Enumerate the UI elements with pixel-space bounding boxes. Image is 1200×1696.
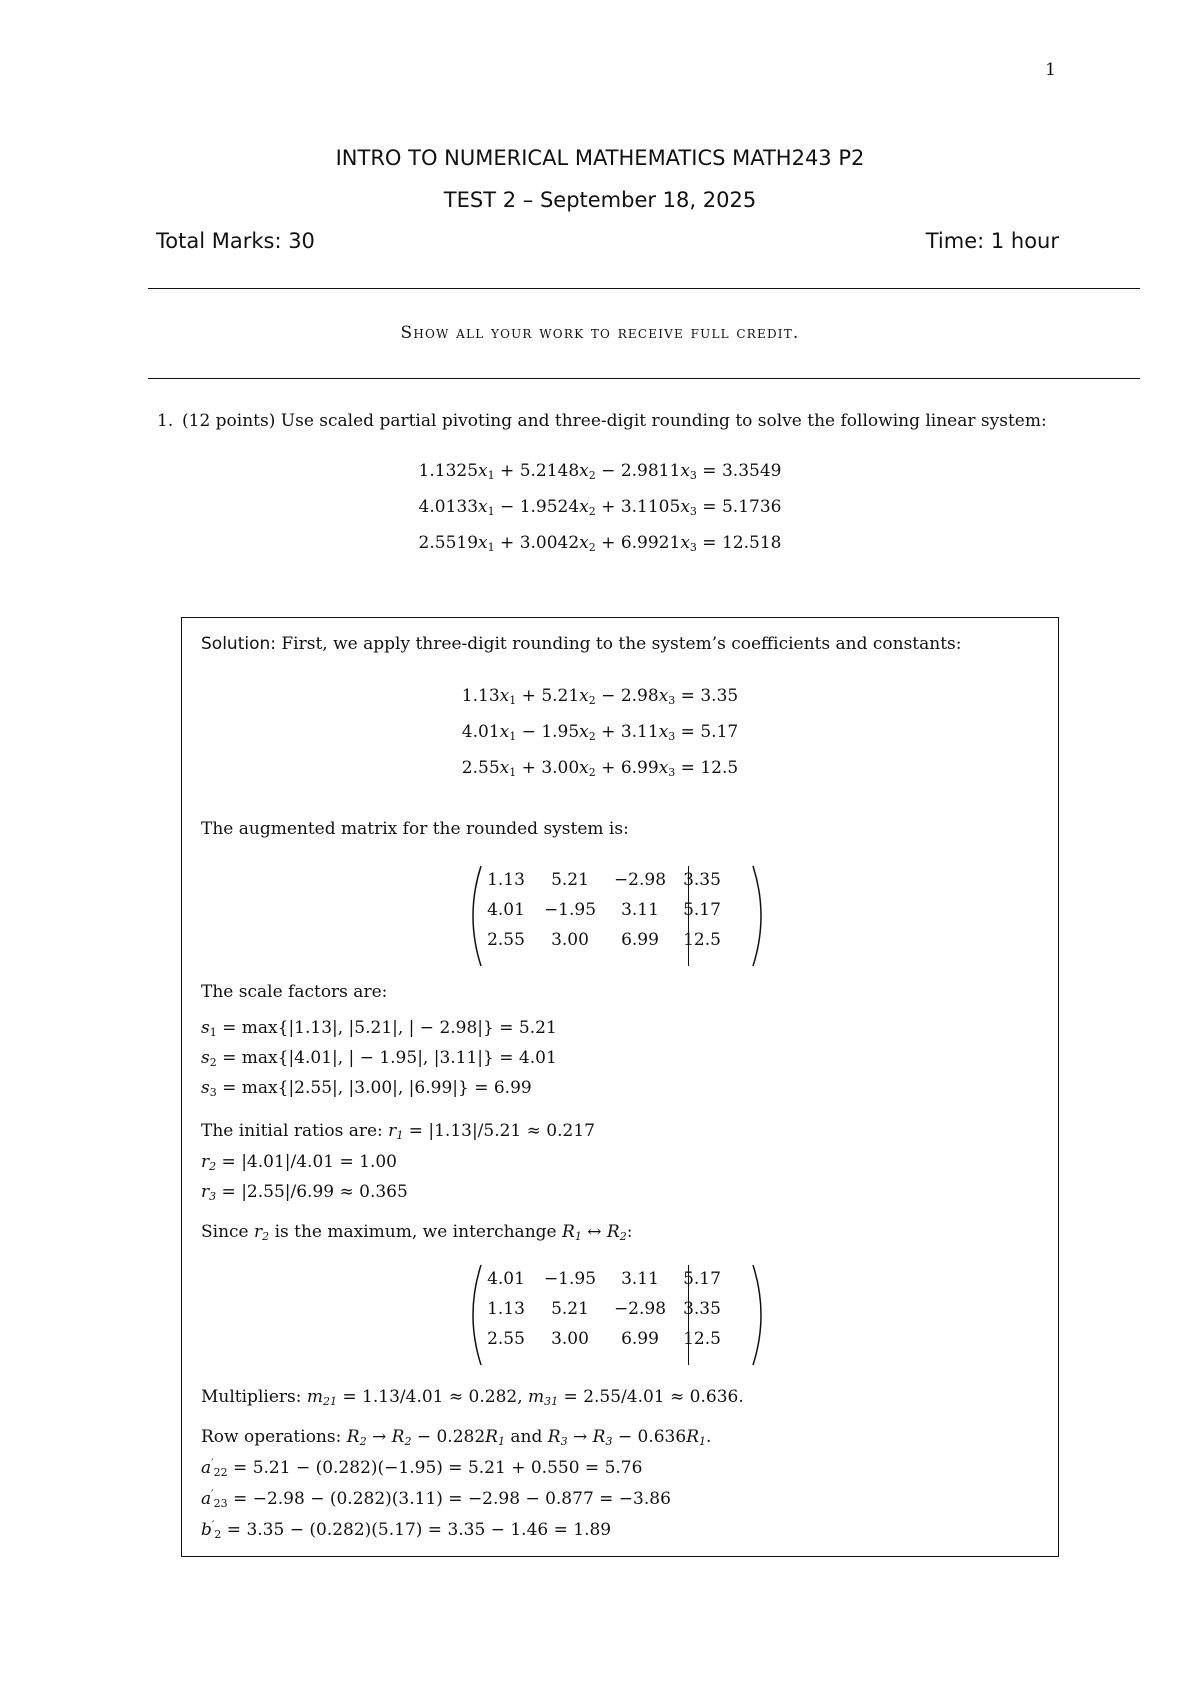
right-paren-icon xyxy=(750,1263,766,1367)
question-text: (12 points) Use scaled partial pivoting and three-digit rounding to solve the following linear system: xyxy=(182,411,1047,431)
a23-expr: = −2.98 − (0.282)(3.11) = −2.98 − 0.877 = −3.86 xyxy=(233,1489,671,1509)
matrix-cell: 3.35 xyxy=(683,1299,721,1319)
scale-factor-row: $s_3 = \max\{|2.55|$, |3.00|, |6.99|} = 6.99 xyxy=(201,1078,532,1099)
equation-row: $4.01x_1 - 1.95x_2 + 3.11x_3 = 5.17$ xyxy=(461,722,739,743)
equation-row: $1.1325x_1 + 5.2148x_2 - 2.9811x_3 = 3.3549$ xyxy=(418,461,782,482)
top-rule xyxy=(148,288,1140,289)
ratio-var: $r_1$ xyxy=(388,1121,404,1142)
b2-line: $b'_2 = 3.35 - (0.282)(5.17) = 3.35 - 1.46 = 1.89$ xyxy=(201,1518,612,1541)
a23-line: $a'_{23} = -2.98 - (0.282)(3.11) = -2.98 - 0.877 = -3.86$ xyxy=(201,1487,671,1510)
m31-expr: = 2.55/4.01 ≈ 0.636. xyxy=(563,1387,744,1407)
matrix-cell: 3.11 xyxy=(621,1269,659,1289)
matrix-cell: 4.01 xyxy=(487,900,525,920)
scale-intro: The scale factors are: xyxy=(201,982,388,1002)
multipliers-label: Multipliers: xyxy=(201,1387,302,1407)
matrix-cell: −2.98 xyxy=(613,870,667,890)
matrix-cell: 5.21 xyxy=(551,870,589,890)
matrix-cell: 3.00 xyxy=(551,930,589,950)
equation-row: $2.5519x_1 + 3.0042x_2 + 6.9921x_3 = 12.518$ xyxy=(418,533,782,554)
question-number: 1. xyxy=(157,411,174,431)
b2-expr: = 3.35 − (0.282)(5.17) = 3.35 − 1.46 = 1.89 xyxy=(226,1520,612,1540)
matrix-cell: 12.5 xyxy=(683,930,721,950)
equation-row: $2.55x_1 + 3.00x_2 + 6.99x_3 = 12.5$ xyxy=(461,758,739,779)
total-marks: Total Marks: 30 xyxy=(156,229,315,253)
matrix-cell: 12.5 xyxy=(683,1329,721,1349)
augment-bar xyxy=(688,1265,689,1365)
ratio-line-1 xyxy=(201,1121,595,1141)
test-title: TEST 2 – September 18, 2025 xyxy=(443,188,757,212)
ratio-var: $r_3$ xyxy=(201,1182,217,1203)
ratio-3-expr: = |2.55|/6.99 ≈ 0.365 xyxy=(221,1182,408,1202)
page-number: 1 xyxy=(1045,60,1056,80)
matrix-cell: 2.55 xyxy=(487,1329,525,1349)
matrix-cell: 5.21 xyxy=(551,1299,589,1319)
rowop-and: and xyxy=(510,1427,543,1447)
m21-expr: = 1.13/4.01 ≈ 0.282, xyxy=(342,1387,523,1407)
scale-factor-row: $s_2 = \max\{|4.01|$, | − 1.95|, |3.11|} = 4.01 xyxy=(201,1048,557,1069)
rowops-label: Row operations: xyxy=(201,1427,342,1447)
ratio-var: $r_2$ xyxy=(201,1152,217,1173)
ratio-2-expr: = |4.01|/4.01 = 1.00 xyxy=(221,1152,397,1172)
bottom-rule xyxy=(148,378,1140,379)
solution-intro: First, we apply three-digit rounding to the system’s coefficients and constants: xyxy=(281,634,962,654)
since-text-2: is the maximum, we interchange xyxy=(274,1222,557,1242)
rowops-line: Row operations: $R_2 \to R_2 - 0.282R_1$ and $R_3 \to R_3 - 0.636R_1$. xyxy=(201,1427,712,1448)
matrix-cell: 1.13 xyxy=(487,1299,525,1319)
ratio-line-2 xyxy=(201,1152,397,1172)
interchange-line: Since $r_2$ is the maximum, we interchange $R_1$ ↔ $R_2$: xyxy=(201,1222,633,1243)
multipliers-line: Multipliers: $m_{21} = 1.13/4.01 \approx 0.282$, $m_{31} = 2.55/4.01 \approx 0.636$. xyxy=(201,1387,744,1408)
since-text: Since xyxy=(201,1222,249,1242)
course-title: INTRO TO NUMERICAL MATHEMATICS MATH243 P2 xyxy=(335,146,865,170)
ratio-1-expr: = |1.13|/5.21 ≈ 0.217 xyxy=(408,1121,595,1141)
matrix-cell: 1.13 xyxy=(487,870,525,890)
time-limit: Time: 1 hour xyxy=(925,229,1059,253)
matrix-cell: 6.99 xyxy=(621,930,659,950)
matrix-cell: 5.17 xyxy=(683,1269,721,1289)
matrix-cell: 4.01 xyxy=(487,1269,525,1289)
equation-row: $1.13x_1 + 5.21x_2 - 2.98x_3 = 3.35$ xyxy=(461,686,739,707)
augment-bar xyxy=(688,866,689,966)
augmented-intro: The augmented matrix for the rounded system is: xyxy=(201,819,629,839)
matrix-cell: 3.35 xyxy=(683,870,721,890)
a22-line: $a'_{22} = 5.21 - (0.282)(-1.95) = 5.21 + 0.550 = 5.76$ xyxy=(201,1456,643,1479)
solution-label: Solution: xyxy=(201,634,276,654)
matrix-cell: −1.95 xyxy=(543,900,597,920)
matrix-cell: 2.55 xyxy=(487,930,525,950)
matrix-cell: 3.11 xyxy=(621,900,659,920)
rowop-2: − 0.636 xyxy=(617,1427,687,1447)
matrix-cell: 5.17 xyxy=(683,900,721,920)
ratio-line-3 xyxy=(201,1182,408,1202)
matrix-cell: −2.98 xyxy=(613,1299,667,1319)
matrix-cell: −1.95 xyxy=(543,1269,597,1289)
a22-expr: = 5.21 − (0.282)(−1.95) = 5.21 + 0.550 = 5.76 xyxy=(233,1458,643,1478)
instruction: Show all your work to receive full credit. xyxy=(400,323,800,343)
scale-factor-row: $s_1 = \max\{|1.13|$, |5.21|, | − 2.98|} = 5.21 xyxy=(201,1018,557,1039)
ratio-intro: The initial ratios are: xyxy=(201,1121,383,1141)
matrix-cell: 6.99 xyxy=(621,1329,659,1349)
matrix-cell: 3.00 xyxy=(551,1329,589,1349)
right-paren-icon xyxy=(750,864,766,968)
rowop-1: − 0.282 xyxy=(416,1427,486,1447)
equation-row: $4.0133x_1 - 1.9524x_2 + 3.1105x_3 = 5.1736$ xyxy=(418,497,782,518)
